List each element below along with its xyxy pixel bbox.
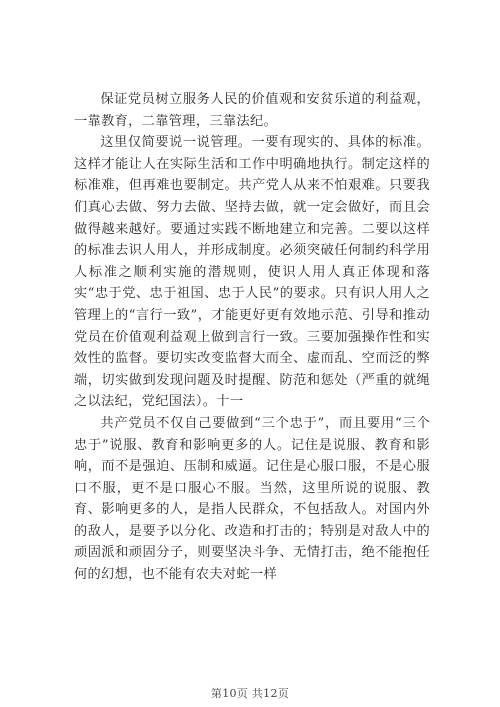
document-body (74, 89, 430, 586)
paragraph-3: 共产党员不仅自己要做到“三个忠于”，而且要用“三个忠于”说服、教育和影响更多的人。记住是说服、教育和影响，而不是强迫、压制和威逼。记住是心服口服，不是心服口不服，更不是口服心不服。当然，这里所说的说服、教育、影响更多的人，是指人民群众，不包括敌人。对国内外的敌人，是要予以分化、改造和打击的；特别是对敌人中的顽固派和顽固分子，则要坚决斗争、无情打击，绝不能抱任何的幻想，也不能有农夫对蛇一样 (74, 415, 430, 583)
paragraph-1: 保证党员树立服务人民的价值观和安贫乐道的利益观，一靠教育，二靠管理，三靠法纪。 (74, 92, 430, 129)
paragraph-2: 这里仅简要说一说管理。一要有现实的、具体的标准。这样才能让人在实际生活和工作中明确地执行。制定这样的标准难，但再难也要制定。共产党人从来不怕艰难。只要我们真心去做、努力去做、坚持去做，就一定会做好，而且会做得越来越好。要通过实践不断地建立和完善。二要以这样的标准去识人用人，并形成制度。必须突破任何制约科学用人标准之顺利实施的潜规则，使识人用人真正体现和落实“忠于党、忠于祖国、忠于人民”的要求。只有识人用人之管理上的“言行一致”，才能更好更有效地示范、引导和推动党员在价值观利益观上做到言行一致。三要加强操作性和实效性的监督。要切实改变监督大而全、虚而乱、空而泛的弊端，切实做到发现问题及时提醒、防范和惩处（严重的就绳之以法纪，党纪国法）。十一 (74, 135, 430, 410)
page-footer: 第10页 共12页 (210, 687, 290, 700)
